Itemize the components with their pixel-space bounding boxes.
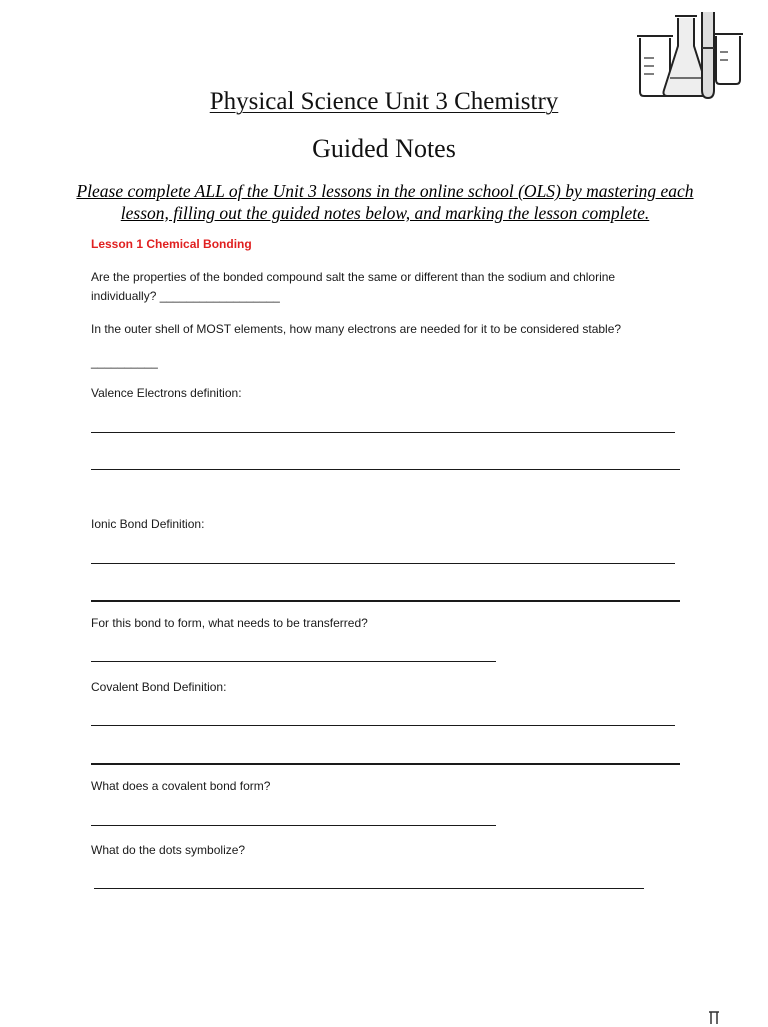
page-subtitle: Guided Notes [312, 134, 456, 163]
question-5: For this bond to form, what needs to be transferred? [91, 616, 368, 630]
question-1-line-2: individually? __________________ [91, 289, 280, 303]
question-7: What does a covalent bond form? [91, 779, 271, 793]
question-8: What do the dots symbolize? [91, 843, 246, 857]
answer-line [91, 469, 680, 470]
lesson-heading: Lesson 1 Chemical Bonding [91, 237, 252, 251]
answer-line [91, 763, 680, 765]
answer-line [94, 888, 644, 889]
question-2: In the outer shell of MOST elements, how many electrons are needed for it to be considered stable? [91, 322, 622, 336]
corner-mark-icon [706, 1010, 722, 1027]
answer-line [91, 825, 496, 826]
question-1-line-1: Are the properties of the bonded compound salt the same or different than the sodium and chlorine [91, 270, 616, 284]
answer-line [91, 563, 675, 564]
instructions: Please complete ALL of the Unit 3 lessons in the online school (OLS) by mastering each lesson, filling out the guided notes below, and marking the lesson complete. [76, 181, 694, 223]
answer-line [91, 600, 680, 602]
answer-line [91, 661, 496, 662]
question-2-blank: __________ [91, 355, 158, 369]
question-3: Valence Electrons definition: [91, 386, 242, 400]
answer-line [91, 725, 675, 726]
answer-line [91, 432, 675, 433]
question-6: Covalent Bond Definition: [91, 680, 227, 694]
question-4: Ionic Bond Definition: [91, 517, 205, 531]
page-title: Physical Science Unit 3 Chemistry [209, 88, 559, 115]
